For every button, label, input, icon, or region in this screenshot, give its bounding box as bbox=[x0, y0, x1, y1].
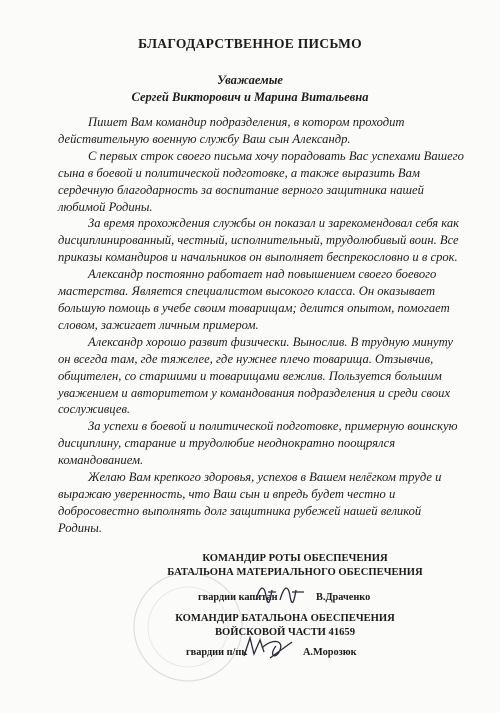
letter-body bbox=[58, 114, 468, 537]
salutation-line-1: Уважаемые bbox=[217, 73, 283, 87]
paragraph: Пишет Вам командир подразделения, в котором проходит действительную военную службу Ваш сын Александр. bbox=[58, 115, 405, 146]
paragraph: За время прохождения службы он показал и зарекомендовал себя как дисциплинированный, честный, исполнительный, трудолюбивый воин. Все приказы командиров и начальников он выполняет беспрекословно и в срок. bbox=[58, 216, 460, 265]
paragraph: С первых строк своего письма хочу порадовать Вас успехами Вашего сына в боевой и политической подготовке, а также выразить Вам сердечную благодарность за воспитание верного защитника нашей любимой Родины. bbox=[58, 148, 464, 214]
paragraph: Александр хорошо развит физически. Вынослив. В трудную минуту он всегда там, где тяжелее, где нужнее плечо товарища. Отзывчив, общителен, со старшими и товарищами вежлив. Пользуется большим уважением и авторитетом у командования подразделения и среди своих сослуживцев. bbox=[58, 334, 454, 417]
letter-title: БЛАГОДАРСТВЕННОЕ ПИСЬМО bbox=[138, 36, 362, 51]
signer-rank: гвардии п/пк bbox=[186, 647, 248, 658]
handwritten-signature-icon bbox=[254, 582, 316, 606]
paragraph: Александр постоянно работает над повышением своего боевого мастерства. Является специалистом высокого класса. Он оказывает большую помощь в учебе своим товарищам; делится опытом, помогает словом, зажигает личным примером. bbox=[58, 267, 450, 332]
position-line: КОМАНДИР РОТЫ ОБЕСПЕЧЕНИЯ bbox=[202, 553, 388, 564]
position-line: ВОЙСКОВОЙ ЧАСТИ 41659 bbox=[214, 626, 356, 638]
paragraph: Желаю Вам крепкого здоровья, успехов в Вашем нелёгком труде и выражаю уверенность, что Ваш сын и впредь будет честно и добросовестно выполнять долг защитника рубежей нашей великой Родины. bbox=[58, 470, 442, 535]
paragraph: За успехи в боевой и политической подготовке, примерную воинскую дисциплину, старание и трудолюбие неоднократно поощрялся командованием. bbox=[58, 419, 458, 468]
position-line: КОМАНДИР БАТАЛЬОНА ОБЕСПЕЧЕНИЯ bbox=[175, 613, 395, 624]
signer-name: В.Драченко bbox=[316, 592, 371, 603]
signer-name: А.Морозюк bbox=[303, 647, 357, 658]
signature-block-company-commander bbox=[125, 552, 465, 579]
salutation bbox=[0, 72, 500, 106]
salutation-line-2: Сергей Викторович и Марина Витальевна bbox=[131, 90, 369, 104]
position-line: БАТАЛЬОНА МАТЕРИАЛЬНОГО ОБЕСПЕЧЕНИЯ bbox=[167, 566, 423, 578]
signer-rank: гвардии капитан bbox=[198, 592, 278, 603]
handwritten-signature-icon bbox=[240, 634, 302, 662]
